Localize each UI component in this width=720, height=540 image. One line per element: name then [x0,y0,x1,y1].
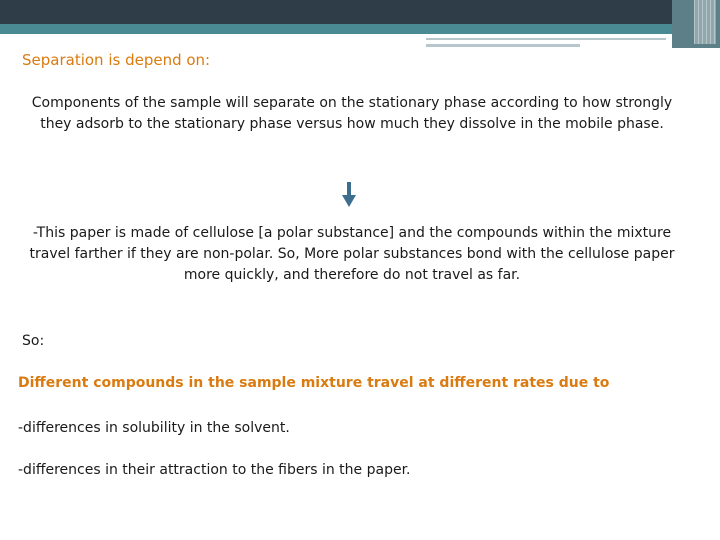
list-item: -differences in solubility in the solvent. [18,420,290,436]
header-bar-teal [0,24,720,34]
arrow-down-icon [341,182,357,208]
header-accent-line [426,44,580,47]
header-accent-line [426,38,666,40]
list-item: -differences in their attraction to the fibers in the paper. [18,462,411,478]
emphasis-statement: Different compounds in the sample mixture travel at different rates due to [18,375,610,391]
paragraph-adsorption: Components of the sample will separate on the stationary phase according to how strongly they adsorb to the stationary phase versus how much they dissolve in the mobile phase. [31,95,673,132]
paragraph-cellulose: -This paper is made of cellulose [a polar substance] and the compounds within the mixture travel farther if they are non-polar. So, More polar substances bond with the cellulose paper more quickly, and therefore do not travel as far. [29,225,675,283]
so-label: So: [22,333,45,349]
slide-title: Separation is depend on: [22,51,211,69]
header-bar-dark [0,0,720,24]
header-corner-stripes [694,0,716,44]
